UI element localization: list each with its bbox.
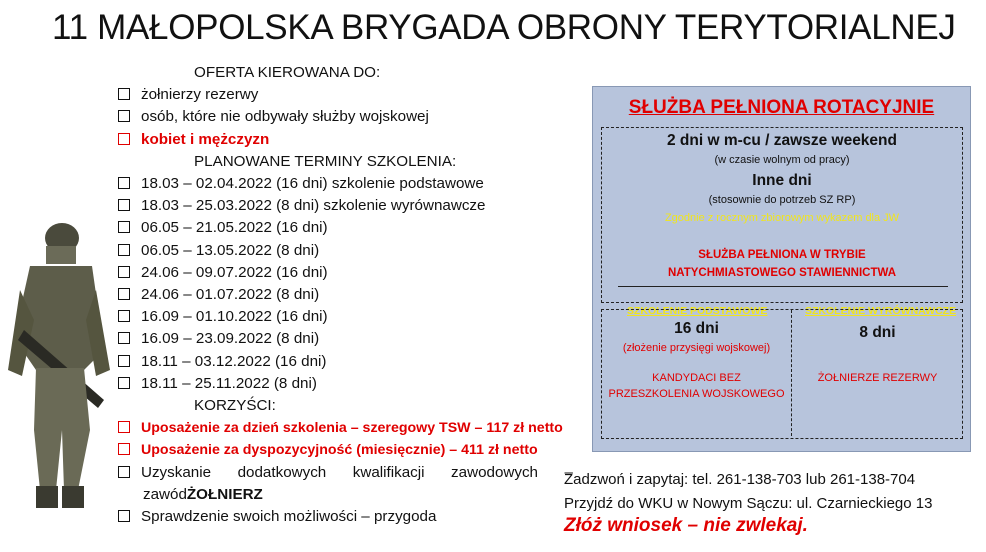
benefit-item-continuation: zawód ŻOŁNIERZ — [143, 485, 263, 503]
checkbox-icon — [118, 88, 130, 100]
offer-item: kobiet i mężczyzn — [118, 129, 588, 151]
terms-heading: PLANOWANE TERMINY SZKOLENIA: — [194, 152, 457, 170]
checkbox-icon — [118, 332, 130, 344]
benefit-item: Uzyskanie dodatkowych kwalifikacji zawodowych – — [118, 462, 588, 484]
benefit-item: Sprawdzenie swoich możliwości – przygoda — [118, 506, 588, 528]
service-panel — [592, 86, 971, 452]
contact-info — [564, 468, 932, 516]
checkbox-icon — [118, 133, 130, 145]
term-item: 18.11 – 03.12.2022 (16 dni) — [118, 351, 588, 373]
col-head-equalizing: SZKOLENIE WYRÓWNAWCZE — [805, 305, 957, 317]
term-item: 06.05 – 21.05.2022 (16 dni) — [118, 217, 588, 239]
checkbox-icon — [118, 177, 130, 189]
term-item: 06.05 – 13.05.2022 (8 dni) — [118, 240, 588, 262]
checkbox-icon — [118, 110, 130, 122]
col-head-basic: SZKOLENIE PODSTAWOWE — [627, 305, 768, 317]
call-to-action: Złóż wniosek – nie zwlekaj. — [564, 515, 808, 536]
panel-title: SŁUŻBA PEŁNIONA ROTACYJNIE — [628, 97, 935, 118]
offer-item: osób, które nie odbywały służby wojskowej — [118, 106, 588, 128]
checkbox-icon — [118, 355, 130, 367]
divider — [618, 286, 948, 287]
checkbox-icon — [118, 288, 130, 300]
checkbox-icon — [118, 466, 130, 478]
benefit-item: Uposażenie za dzień szkolenia – szeregowy TSW – 117 zł netto — [118, 417, 588, 439]
service-mode-box: 2 dni w m-cu / zawsze weekend (w czasie wolnym od pracy) Inne dni (stosownie do potrzeb SZ RP) Zgodnie z rocznym zbiorowym wykazem dla JW SŁUŻBA PEŁNIONA W TRYBIE NATYCHMIASTOWEGO STAWIENNICTWA — [601, 127, 963, 303]
main-list — [118, 62, 588, 528]
divider — [791, 310, 792, 436]
benefit-item: Uposażenie za dyspozycyjność (miesięcznie) – 411 zł netto — [118, 439, 588, 461]
offer-item: żołnierzy rezerwy — [118, 84, 588, 106]
checkbox-icon — [118, 199, 130, 211]
term-item: 16.09 – 23.09.2022 (8 dni) — [118, 328, 588, 350]
checkbox-icon — [118, 510, 130, 522]
contact-address: Przyjdź do WKU w Nowym Sączu: ul. Czarnieckiego 13 — [564, 495, 933, 512]
checkbox-icon — [118, 221, 130, 233]
term-item: 16.09 – 01.10.2022 (16 dni) — [118, 306, 588, 328]
page-title: 11 MAŁOPOLSKA BRYGADA OBRONY TERYTORIALNEJ — [52, 8, 956, 47]
checkbox-icon — [118, 443, 130, 455]
checkbox-icon — [118, 244, 130, 256]
training-box: 16 dni (złożenie przysięgi wojskowej) KANDYDACI BEZ PRZESZKOLENIA WOJSKOWEGO 8 dni ŻOŁNIERZE REZERWY — [601, 309, 963, 439]
term-item: 18.03 – 25.03.2022 (8 dni) szkolenie wyrównawcze — [118, 195, 588, 217]
checkbox-icon — [118, 310, 130, 322]
checkbox-icon — [118, 421, 130, 433]
checkbox-icon — [118, 266, 130, 278]
term-item: 18.03 – 02.04.2022 (16 dni) szkolenie podstawowe — [118, 173, 588, 195]
soldier-image — [0, 220, 115, 520]
contact-phone: Zadzwoń i zapytaj: tel. 261-138-703 lub 261-138-704 — [564, 471, 916, 488]
term-item: 24.06 – 09.07.2022 (16 dni) — [118, 262, 588, 284]
benefits-heading: KORZYŚCI: — [194, 397, 276, 415]
term-item: 18.11 – 25.11.2022 (8 dni) — [118, 373, 588, 395]
checkbox-icon — [118, 377, 130, 389]
term-item: 24.06 – 01.07.2022 (8 dni) — [118, 284, 588, 306]
offer-heading: OFERTA KIEROWANA DO: — [194, 64, 381, 81]
